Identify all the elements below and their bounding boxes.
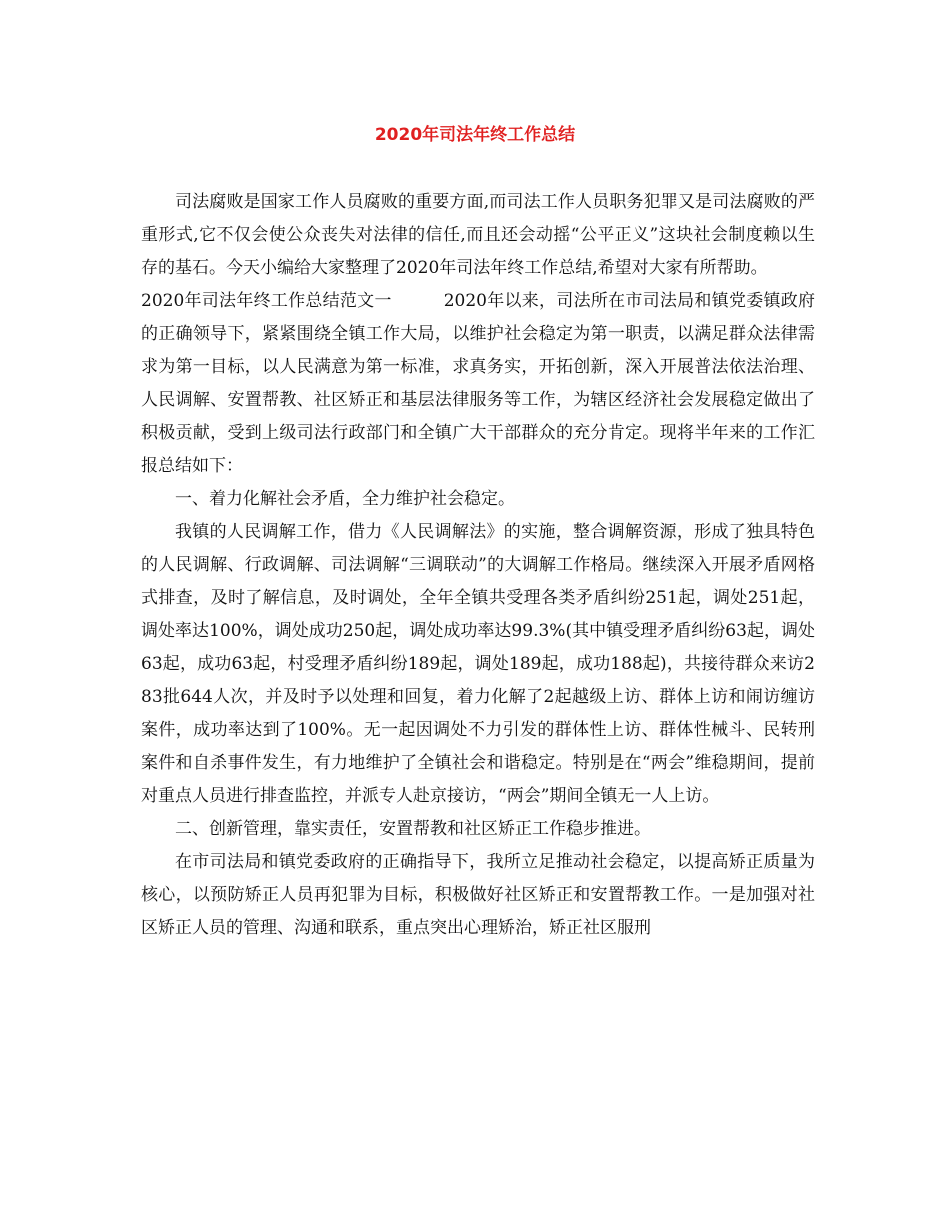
sample-intro: 2020年以来，司法所在市司法局和镇党委镇政府的正确领导下，紧紧围绕全镇工作大局，以维护社会稳定为第一职责，以满足群众法律需求为第一目标，以人民满意为第一标准，求真务实，开拓创新，深入开展普法依法治理、人民调解、安置帮教、社区矫正和基层法律服务等工作，为辖区经济社会发展稳定做出了积极贡献，受到上级司法行政部门和全镇广大干部群众的充分肯定。现将半年来的工作汇报总结如下： [141,291,816,476]
document-body [141,186,815,945]
sample-paragraph [141,285,815,483]
section1-body: 我镇的人民调解工作，借力《人民调解法》的实施，整合调解资源，形成了独具特色的人民调解、行政调解、司法调解“三调联动”的大调解工作格局。继续深入开展矛盾网格式排查，及时了解信息，及时调处，全年全镇共受理各类矛盾纠纷251起，调处251起，调处率达100%，调处成功250起，调处成功率达99.3%(其中镇受理矛盾纠纷63起，调处63起，成功63起，村受理矛盾纠纷189起，调处189起，成功188起)，共接待群众来访283批644人次，并及时予以处理和回复，着力化解了2起越级上访、群体上访和闹访缠访案件，成功率达到了100%。无一起因调处不力引发的群体性上访、群体性械斗、民转刑案件和自杀事件发生，有力地维护了全镇社会和谐稳定。特别是在“两会”维稳期间，提前对重点人员进行排查监控，并派专人赴京接访，“两会”期间全镇无一人上访。 [141,522,815,806]
sample-heading: 2020年司法年终工作总结范文一 [141,291,392,311]
section1-heading: 一、着力化解社会矛盾，全力维护社会稳定。 [175,489,515,509]
intro-paragraph: 司法腐败是国家工作人员腐败的重要方面,而司法工作人员职务犯罪又是司法腐败的严重形式,它不仅会使公众丧失对法律的信任,而且还会动摇“公平正义”这块社会制度赖以生存的基石。今天小编给大家整理了2020年司法年终工作总结,希望对大家有所帮助。 [141,192,815,278]
section2-body: 在市司法局和镇党委政府的正确指导下，我所立足推动社会稳定，以提高矫正质量为核心，以预防矫正人员再犯罪为目标，积极做好社区矫正和安置帮教工作。一是加强对社区矫正人员的管理、沟通和联系，重点突出心理矫治，矫正社区服刑 [141,852,815,938]
section2-heading: 二、创新管理，靠实责任，安置帮教和社区矫正工作稳步推进。 [175,819,651,839]
document-title: 2020年司法年终工作总结 [374,125,576,145]
